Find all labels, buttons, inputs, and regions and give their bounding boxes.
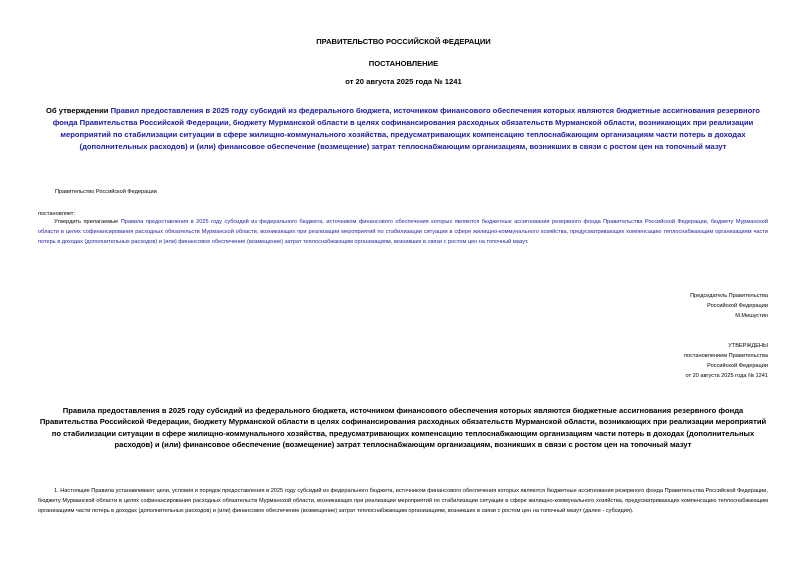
decree-word: постановляет:	[38, 211, 75, 217]
approved-by: постановлением Правительства	[683, 353, 768, 359]
rules-title: Правила предоставления в 2025 году субсидий из федерального бюджета, источником финансового обеспечения которых являются бюджетные ассигнования резервного фонда Правительства Российской Федерации, бюджету Мурманской области в целях софинансирования расходных обязательств Мурманской области, возникающих при реализации мероприятий по стабилизации ситуации в сфере жилищно-коммунального хозяйства, предусматривающих компенсацию теплоснабжающим организациям части потерь в доходах (дополнительных расходов) и (или) финансовое обеспечение (возмещение) затрат теплоснабжающим организациям, возникших в связи с ростом цен на топочный мазут	[39, 406, 767, 450]
approve-paragraph	[38, 217, 768, 247]
document-type: ПОСТАНОВЛЕНИЕ	[368, 59, 439, 68]
approved-word: УТВЕРЖДЕНЫ	[728, 343, 768, 349]
document-subject	[38, 105, 768, 153]
approve-prefix: Утвердить прилагаемые	[54, 219, 121, 225]
approval-stamp	[560, 341, 768, 381]
government-heading: ПРАВИТЕЛЬСТВО РОССИЙСКОЙ ФЕДЕРАЦИИ	[316, 37, 491, 46]
rules-paragraph-1: 1. Настоящие Правила устанавливают цели, условия и порядок предоставления в 2025 году субсидий из федерального бюджета, источником финансового обеспечения которых являются бюджетные ассигнования резервного фонда Правительства Российской Федерации, бюджету Мурманской области в целях софинансирования расходных обязательств Мурманской области, возникающих при реализации мероприятий по стабилизации ситуации в сфере жилищно-коммунального хозяйства, предусматривающих компенсацию теплоснабжающим организациям части потерь в доходах (дополнительных расходов) и (или) финансовое обеспечение (возмещение) затрат теплоснабжающим организациям, возникших в связи с ростом цен на топочный мазут (далее - субсидия).	[38, 488, 768, 514]
approve-rules-link[interactable]: Правила предоставления в 2025 году субсидий из федерального бюджета, источником финансового обеспечения которых являются бюджетные ассигнования резервного фонда Правительства Российской Федерации, бюджету Мурманской области в целях софинансирования расходных обязательств Мурманской области, возникающих при реализации мероприятий по стабилизации ситуации в сфере жилищно-коммунального хозяйства, предусматривающих компенсацию теплоснабжающим организациям части потерь в доходах (дополнительных расходов) и (или) финансовое обеспечение (возмещение) затрат теплоснабжающим организациям, возникших в связи с ростом цен на топочный мазут	[38, 219, 768, 245]
approved-date-number: от 20 августа 2025 года № 1241	[685, 373, 768, 379]
signature-position: Председатель Правительства	[690, 293, 768, 299]
approve-suffix: .	[527, 239, 529, 245]
subject-prefix: Об утверждении	[46, 106, 111, 115]
signature-block	[560, 291, 768, 321]
approved-organization: Российской Федерации	[707, 363, 768, 369]
signature-organization: Российской Федерации	[707, 303, 768, 309]
signature-name: М.Мишустин	[735, 313, 768, 319]
subject-rules-link[interactable]: Правил предоставления в 2025 году субсидий из федерального бюджета, источником финансового обеспечения которых являются бюджетные ассигнования резервного фонда Правительства Российской Федерации, бюджету Мурманской области в целях софинансирования расходных обязательств Мурманской области, возникающих при реализации мероприятий по стабилизации ситуации в сфере жилищно-коммунального хозяйства, предусматривающих компенсацию теплоснабжающим организациям части потерь в доходах (дополнительных расходов) и (или) финансовое обеспечение (возмещение) затрат теплоснабжающим организациям, возникших в связи с ростом цен на топочный мазут	[52, 106, 760, 151]
document-date-number: от 20 августа 2025 года № 1241	[345, 77, 462, 86]
government-line: Правительство Российской Федерации	[55, 189, 157, 195]
